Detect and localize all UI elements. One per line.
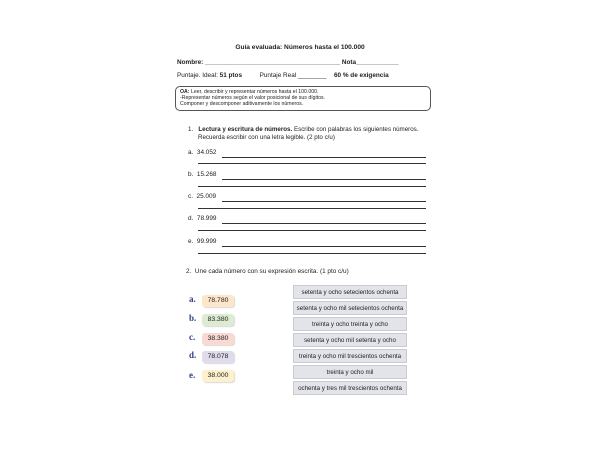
score-line — [177, 72, 389, 79]
objective-2: -Representar números según el valor posicional de sus dígitos. — [180, 95, 326, 101]
number-to-write: 34.052 — [196, 149, 217, 156]
list-item: d. 78.999 — [188, 215, 217, 222]
question-1-number: 1. — [188, 126, 194, 133]
number-to-write: 78.999 — [196, 215, 217, 222]
question-1-instruction: Escribe con palabras los siguientes números. — [293, 126, 419, 133]
number-card[interactable]: 78.078 — [202, 351, 234, 363]
match-letter: c. — [189, 332, 196, 342]
question-1-heading — [188, 126, 448, 141]
phrase-card[interactable]: treinta y ocho treinta y ocho — [293, 317, 407, 331]
answer-line[interactable] — [198, 230, 426, 231]
match-letter: a. — [189, 294, 196, 304]
objectives-box — [175, 86, 431, 111]
question-2-heading — [186, 268, 349, 275]
answer-line[interactable] — [222, 157, 426, 158]
objective-1: Leer, describir y representar números hasta el 100.000. — [190, 89, 319, 95]
phrase-card[interactable]: setenta y ocho mil setenta y ocho — [293, 333, 407, 347]
answer-line[interactable] — [222, 201, 426, 202]
question-1-note: Recuerda escribir con una letra legible. (2 pto c/u) — [198, 133, 335, 141]
answer-line[interactable] — [198, 163, 426, 164]
match-letter: b. — [189, 313, 197, 323]
question-1-title: Lectura y escritura de números. — [198, 126, 293, 133]
worksheet-title: Guía evaluada: Números hasta el 100.000 — [235, 44, 365, 51]
answer-line[interactable] — [198, 253, 426, 254]
question-2-instruction: Une cada número con su expresión escrita. (1 pto c/u) — [194, 268, 349, 275]
question-2-number: 2. — [186, 268, 192, 275]
phrase-card[interactable]: setenta y ocho mil setecientos ochenta — [293, 301, 407, 315]
phrase-card[interactable]: treinta y ocho mil trescientos ochenta — [293, 349, 407, 363]
answer-line[interactable] — [222, 246, 426, 247]
ideal-score-value: 51 ptos — [219, 72, 243, 79]
number-to-write: 25.009 — [196, 193, 217, 200]
objective-3: Componer y descomponer aditivamente los números. — [180, 101, 304, 107]
number-card[interactable]: 38.380 — [202, 333, 234, 345]
phrase-card[interactable]: treinta y ocho mil — [293, 365, 407, 379]
answer-line[interactable] — [222, 223, 426, 224]
number-card[interactable]: 78.780 — [202, 295, 234, 307]
phrase-card[interactable]: ochenta y tres mil trescientos ochenta — [293, 381, 407, 395]
answer-line[interactable] — [198, 186, 426, 187]
match-letter: d. — [189, 350, 197, 360]
list-item: e. 99.999 — [188, 238, 217, 245]
name-grade-line: Nombre: ______________________________________ Nota____________ — [177, 59, 399, 66]
number-card[interactable]: 38.000 — [202, 370, 234, 382]
real-score-label: Puntaje Real ________ — [259, 72, 327, 79]
number-to-write: 15.268 — [196, 171, 217, 178]
answer-line[interactable] — [198, 208, 426, 209]
phrase-card[interactable]: setenta y ocho setecientos ochenta — [293, 285, 407, 299]
match-letter: e. — [189, 370, 196, 380]
list-item: c. 25.009 — [188, 193, 217, 200]
number-card[interactable]: 83.380 — [202, 314, 234, 326]
list-item: a. 34.052 — [188, 149, 217, 156]
ideal-score-label: Puntaje. Ideal: — [177, 72, 218, 79]
list-item: b. 15.268 — [188, 171, 217, 178]
exigency-label: 60 % de exigencia — [333, 72, 389, 79]
answer-line[interactable] — [222, 179, 426, 180]
objectives-prefix: OA: — [180, 89, 190, 95]
number-to-write: 99.999 — [196, 238, 217, 245]
